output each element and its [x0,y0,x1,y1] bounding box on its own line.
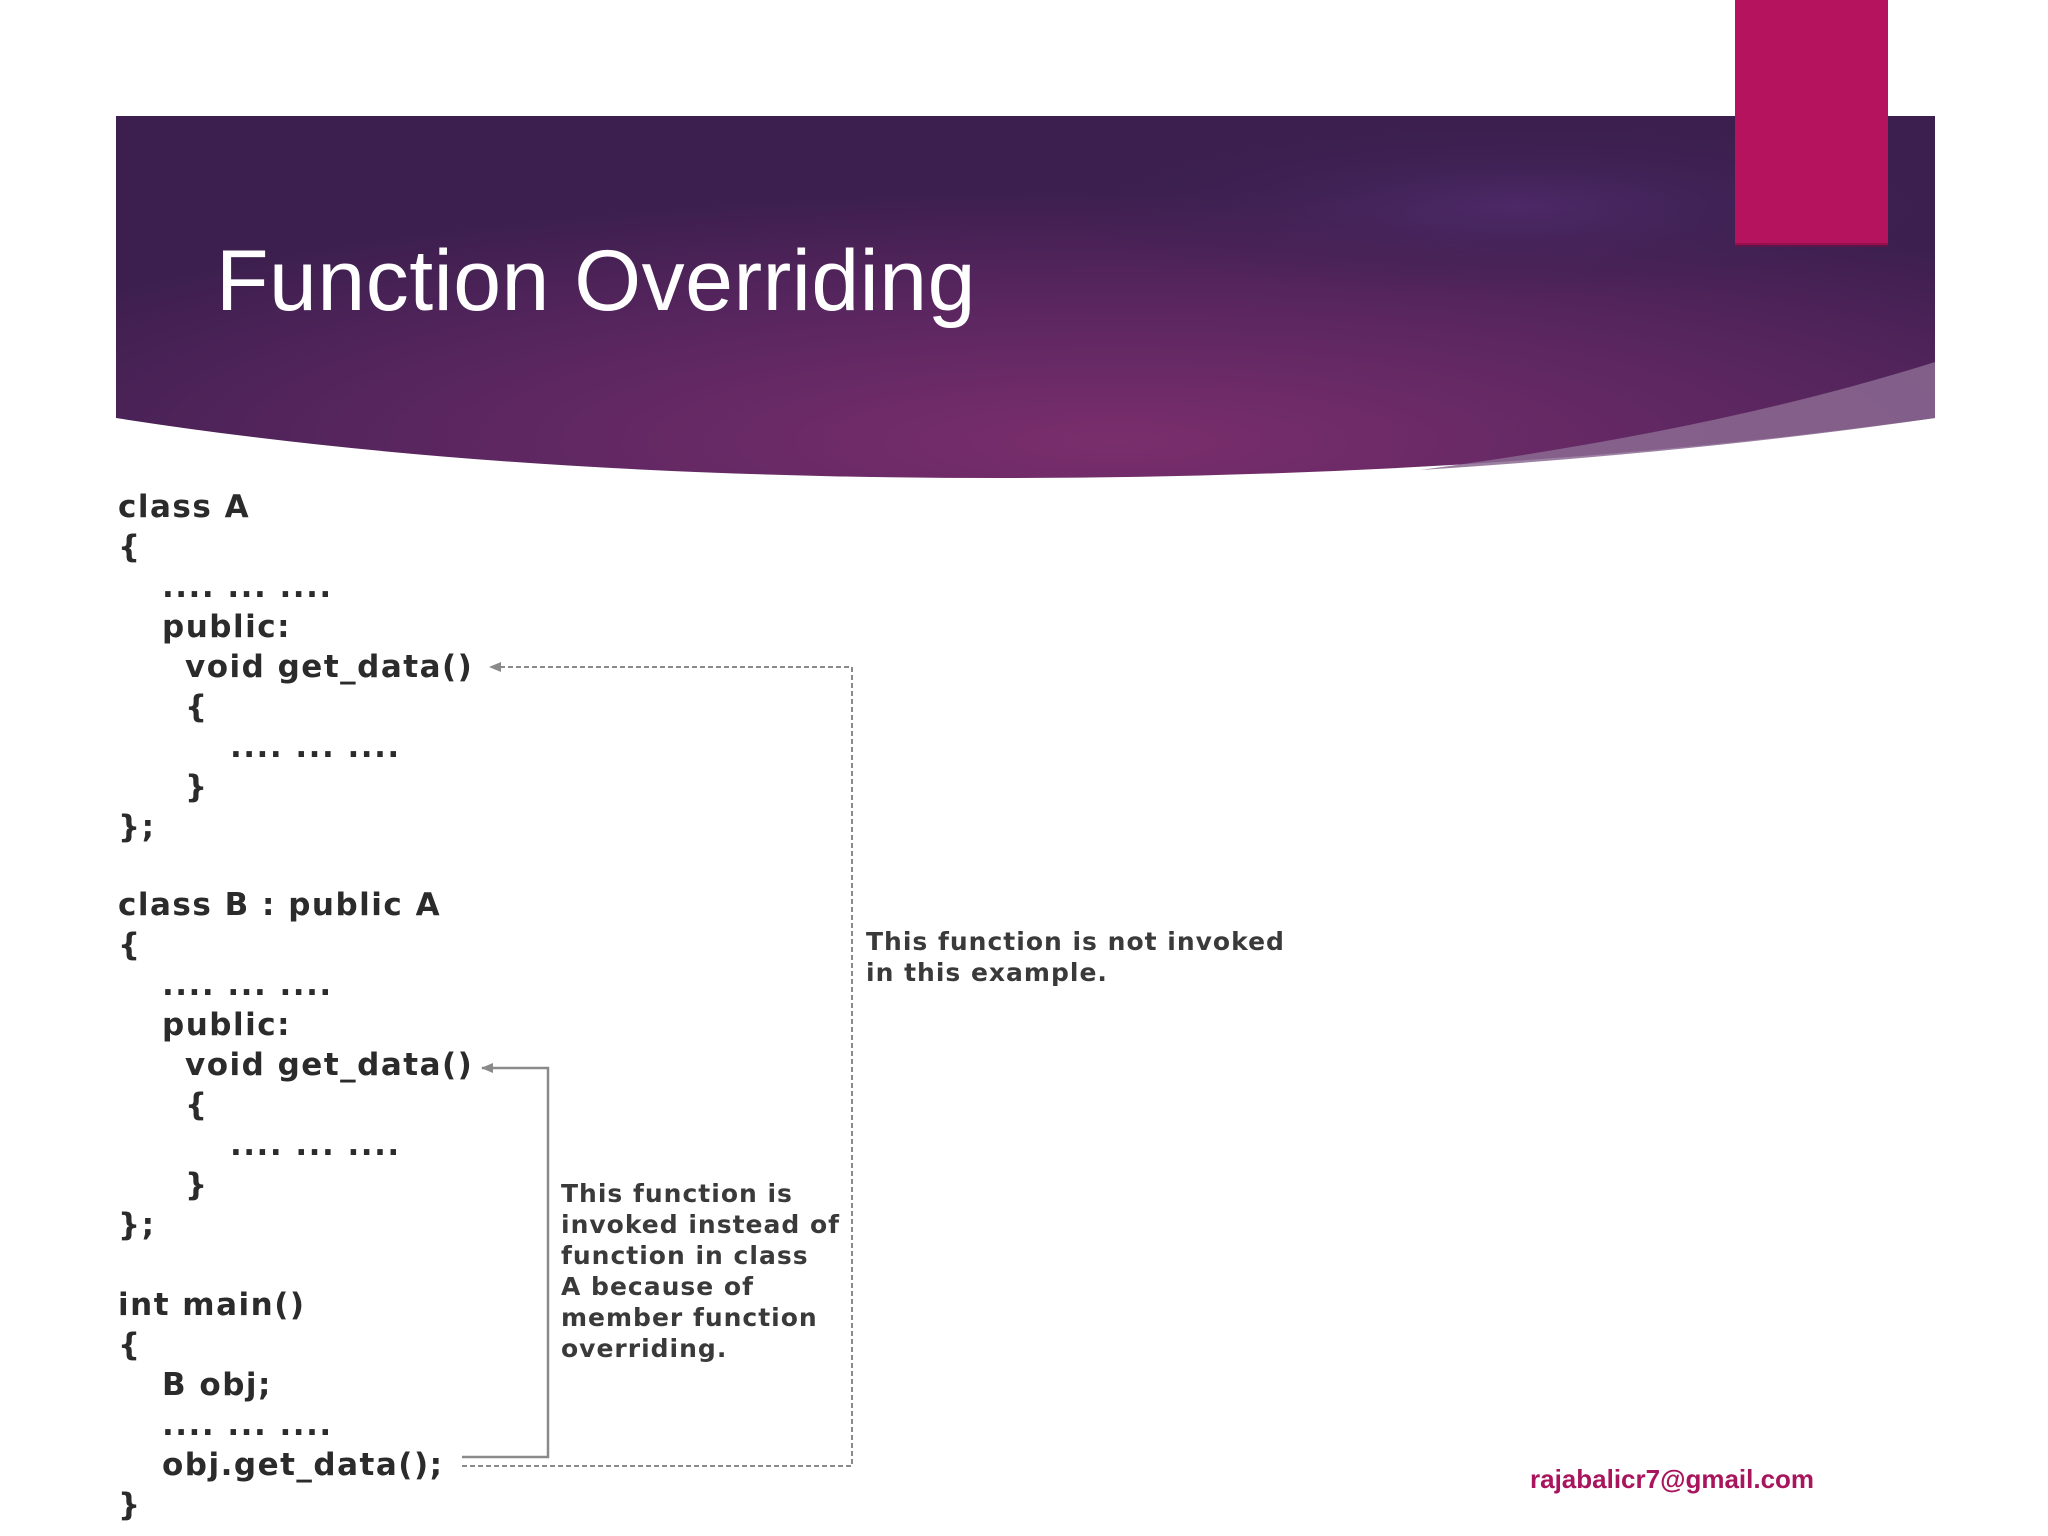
code-line: class A [118,489,251,525]
solid-arrow-invoked [462,1068,548,1457]
code-line: obj.get_data(); [162,1447,444,1483]
code-line: { [185,689,209,725]
code-line: B obj; [162,1367,272,1403]
code-line: .... ... .... [230,729,401,765]
code-line: .... ... .... [230,1127,401,1163]
note-line: overriding. [561,1334,728,1363]
code-line: { [185,1087,209,1123]
code-line: } [118,1487,142,1523]
code-line: void get_data() [185,649,474,685]
note-line: function in class [561,1241,809,1270]
code-line: } [185,1167,209,1203]
note-line: This function is [561,1179,793,1208]
code-line: } [185,769,209,805]
note-line: A because of [561,1272,754,1301]
note-invoked [561,1178,840,1364]
note-line: member function [561,1303,818,1332]
code-line: class B : public A [118,887,442,923]
code-line: .... ... .... [162,1407,333,1443]
note-line: This function is not invoked [866,927,1285,956]
note-not-invoked [866,926,1285,988]
code-line: }; [118,1207,156,1243]
slide-title: Function Overriding [216,233,976,329]
code-line: void get_data() [185,1047,474,1083]
code-line: public: [162,1007,291,1043]
code-line: int main() [118,1287,306,1323]
note-line: in this example. [866,958,1108,987]
note-line: invoked instead of [561,1210,841,1239]
code-line: }; [118,809,156,845]
code-line: { [118,529,142,565]
code-line: { [118,1327,142,1363]
code-line: public: [162,609,291,645]
code-line: .... ... .... [162,569,333,605]
author-email[interactable]: rajabalicr7@gmail.com [1530,1464,1815,1494]
code-line: { [118,927,142,963]
code-line: .... ... .... [162,967,333,1003]
